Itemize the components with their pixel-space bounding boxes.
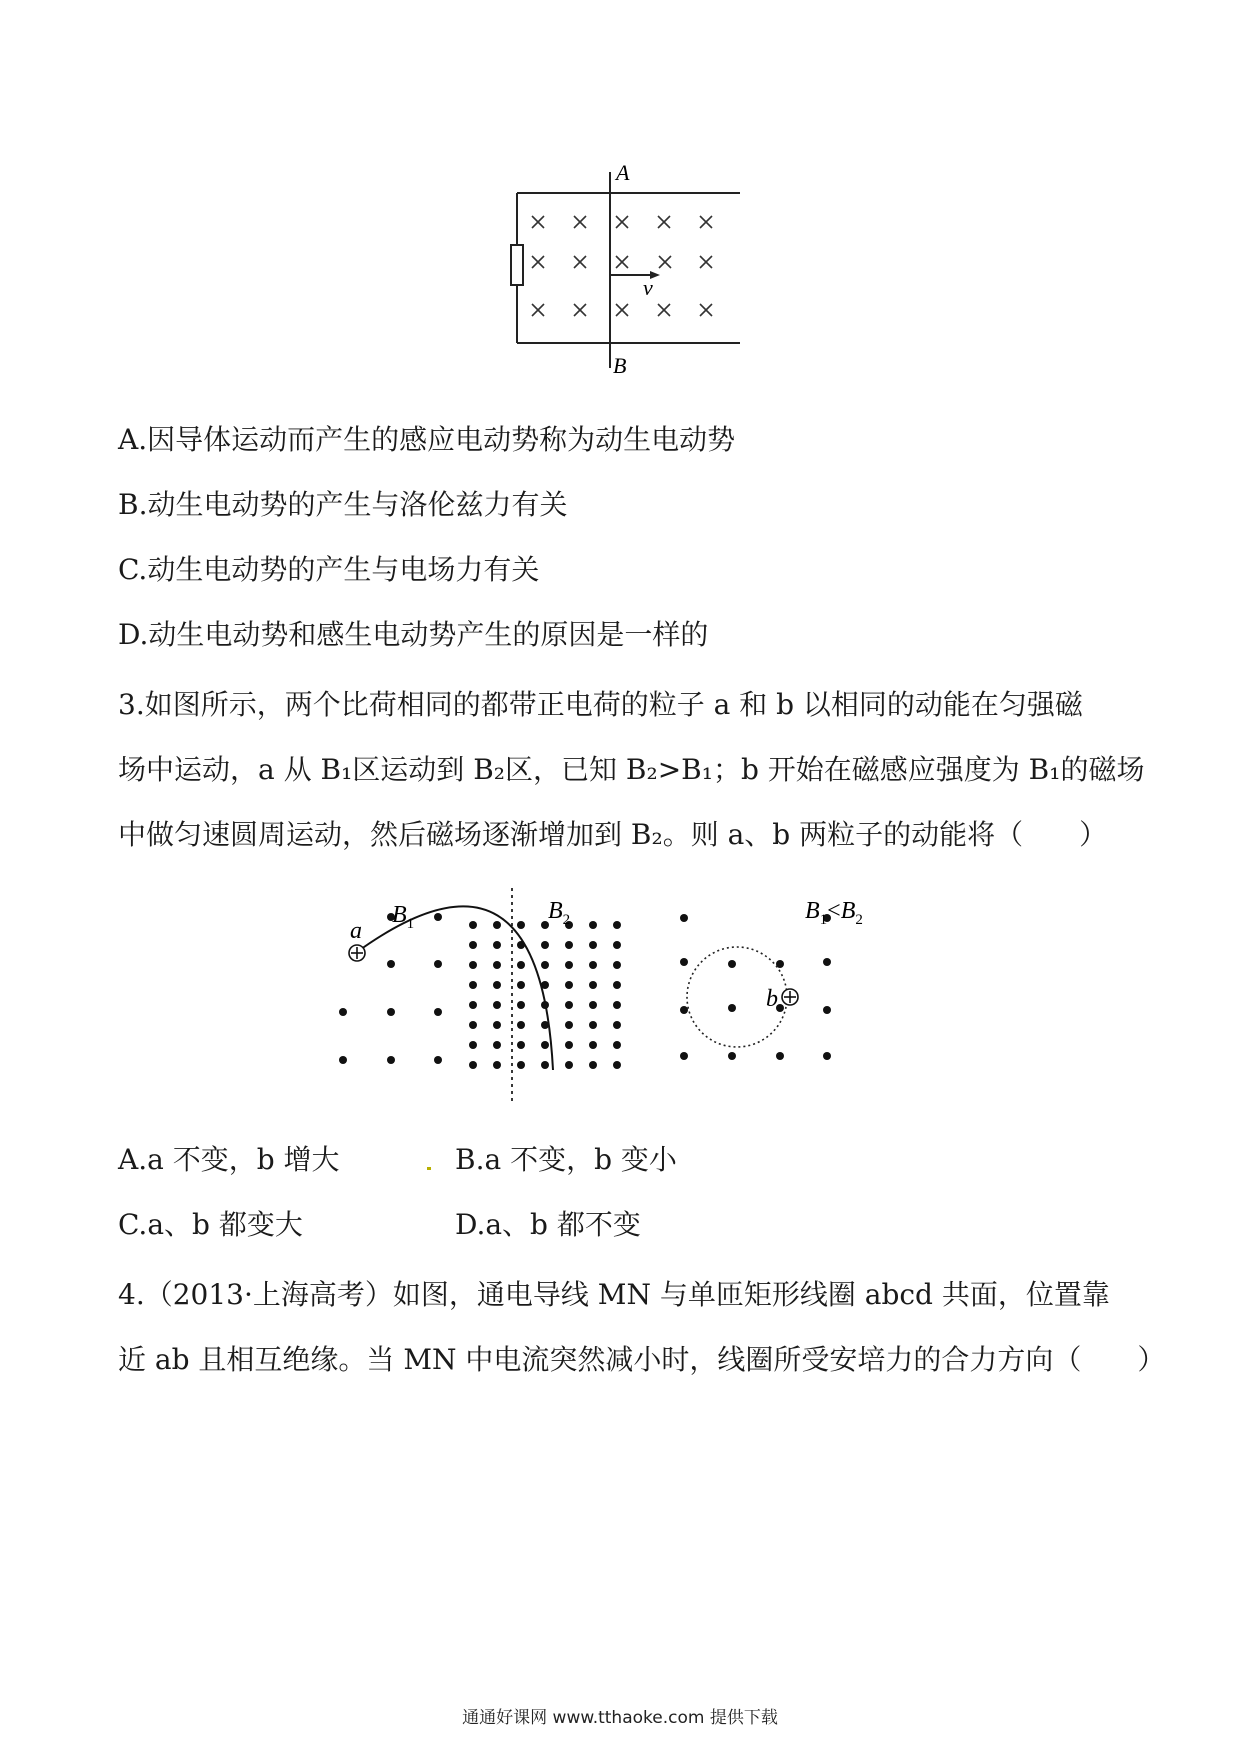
field-dot — [493, 921, 501, 929]
field-dot — [565, 941, 573, 949]
field-dot — [589, 1041, 597, 1049]
field-dot — [517, 1061, 525, 1069]
q2-option-b: B.动生电动势的产生与洛伦兹力有关 — [118, 488, 568, 521]
figure-particles-in-field — [310, 880, 950, 1110]
field-dot — [517, 1021, 525, 1029]
field-b2-label: $B_2$ — [548, 898, 571, 928]
field-dot — [565, 1001, 573, 1009]
label-A: A — [616, 160, 630, 185]
field-dot — [565, 1021, 573, 1029]
field-dot — [434, 1008, 442, 1016]
field-dot — [541, 941, 549, 949]
field-dot — [493, 1061, 501, 1069]
field-dot — [680, 914, 688, 922]
field-dot — [387, 960, 395, 968]
field-dot — [613, 921, 621, 929]
field-dot — [493, 1041, 501, 1049]
field-dot — [517, 1041, 525, 1049]
field-dot — [680, 1052, 688, 1060]
field-dot — [469, 1061, 477, 1069]
field-dot — [541, 1041, 549, 1049]
field-b1-label: $B_1$ — [392, 902, 415, 932]
field-dot — [469, 981, 477, 989]
field-dot — [613, 1021, 621, 1029]
field-dot — [541, 961, 549, 969]
field-dot — [469, 1041, 477, 1049]
q3-option-d: D.a、b 都不变 — [455, 1208, 641, 1241]
field-relation-label: $B_1<B_2$ — [805, 898, 863, 928]
field-dot — [589, 1001, 597, 1009]
field-dot — [387, 1008, 395, 1016]
field-dot — [776, 1052, 784, 1060]
figure-moving-conductor — [500, 160, 750, 380]
field-dot — [613, 961, 621, 969]
field-dot — [493, 961, 501, 969]
field-dot — [434, 913, 442, 921]
field-dot — [493, 981, 501, 989]
field-dot — [589, 921, 597, 929]
field-dot — [823, 1006, 831, 1014]
field-dot — [823, 1052, 831, 1060]
field-dot — [517, 981, 525, 989]
field-dot — [541, 1061, 549, 1069]
field-dot — [728, 960, 736, 968]
field-dot — [565, 961, 573, 969]
field-dot — [493, 1001, 501, 1009]
field-dot — [565, 981, 573, 989]
q2-option-d: D.动生电动势和感生电动势产生的原因是一样的 — [118, 618, 709, 651]
q3-option-b: B.a 不变，b 变小 — [455, 1143, 677, 1176]
field-dot — [680, 1006, 688, 1014]
field-dot — [387, 1056, 395, 1064]
stray-mark — [427, 1167, 431, 1170]
field-dot — [517, 921, 525, 929]
field-dot — [680, 958, 688, 966]
field-dot — [434, 1056, 442, 1064]
field-dot — [589, 961, 597, 969]
field-dot — [493, 941, 501, 949]
field-dot — [613, 1041, 621, 1049]
q3-option-c: C.a、b 都变大 — [118, 1208, 303, 1241]
q3-text-line-2: 场中运动，a 从 B₁区运动到 B₂区，已知 B₂>B₁；b 开始在磁感应强度为 B₁的磁场 — [118, 753, 1145, 786]
particle-b-label: b — [766, 986, 778, 1012]
particle-a-label: a — [350, 918, 362, 944]
field-dot — [434, 960, 442, 968]
field-dot — [589, 941, 597, 949]
q3-text-line-1: 3.如图所示，两个比荷相同的都带正电荷的粒子 a 和 b 以相同的动能在匀强磁 — [118, 688, 1083, 721]
field-dot — [339, 1056, 347, 1064]
field-dot — [823, 958, 831, 966]
field-dot — [517, 961, 525, 969]
field-dot — [565, 1041, 573, 1049]
field-dot — [493, 1021, 501, 1029]
q3-text-line-3: 中做匀速圆周运动，然后磁场逐渐增加到 B₂。则 a、b 两粒子的动能将（ ） — [118, 818, 1108, 851]
q2-option-c: C.动生电动势的产生与电场力有关 — [118, 553, 540, 586]
field-dot — [613, 1061, 621, 1069]
field-dot — [728, 1052, 736, 1060]
field-dot — [613, 1001, 621, 1009]
field-dot — [728, 1004, 736, 1012]
field-dot — [589, 1021, 597, 1029]
field-dot — [589, 1061, 597, 1069]
field-dot — [589, 981, 597, 989]
velocity-label: v — [643, 275, 653, 300]
q3-option-a: A.a 不变，b 增大 — [118, 1143, 340, 1176]
q4-text-line-1: 4.（2013·上海高考）如图，通电导线 MN 与单匝矩形线圈 abcd 共面，位置靠 — [118, 1278, 1110, 1311]
field-dot — [613, 941, 621, 949]
field-dot — [517, 1001, 525, 1009]
label-B: B — [613, 353, 627, 378]
field-dot — [469, 921, 477, 929]
field-dot — [469, 1001, 477, 1009]
q2-option-a: A.因导体运动而产生的感应电动势称为动生电动势 — [118, 423, 736, 456]
field-dot — [565, 1061, 573, 1069]
field-dot — [613, 981, 621, 989]
field-dot — [339, 1008, 347, 1016]
page-footer: 通通好课网 www.tthaoke.com 提供下载 — [462, 1708, 778, 1728]
field-dot — [469, 941, 477, 949]
field-dot — [469, 1021, 477, 1029]
field-dot — [469, 961, 477, 969]
q4-text-line-2: 近 ab 且相互绝缘。当 MN 中电流突然减小时，线圈所受安培力的合力方向（ ） — [118, 1343, 1166, 1376]
